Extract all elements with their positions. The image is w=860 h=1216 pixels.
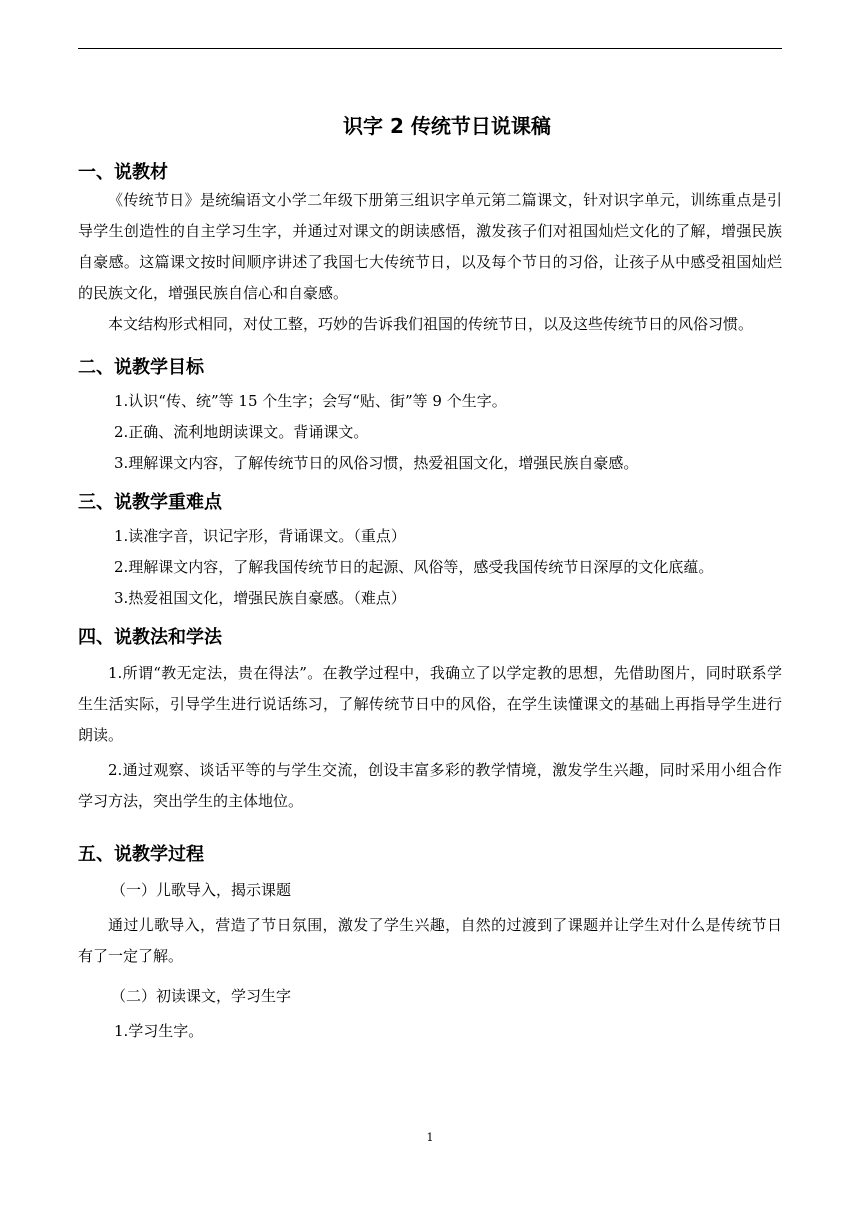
section-heading-key-points: 三、说教学重难点 [78,492,222,513]
list-item: 1.认识“传、统”等 15 个生字；会写“贴、街”等 9 个生字。 [114,392,507,410]
section-heading-methods: 四、说教法和学法 [78,627,222,648]
list-item: 2.正确、流利地朗读课文。背诵课文。 [114,423,369,441]
paragraph: 通过儿歌导入，营造了节日氛围，激发了学生兴趣，自然的过渡到了课题并让学生对什么是传统节日有了一定了解。 [78,916,782,965]
section-heading-textbook: 一、说教材 [78,162,168,183]
paragraph: 2.通过观察、谈话平等的与学生交流，创设丰富多彩的教学情境，激发学生兴趣，同时采用小组合作学习方法，突出学生的主体地位。 [78,761,782,810]
document-title: 识字 2 传统节日说课稿 [343,114,551,138]
section-heading-objectives: 二、说教学目标 [78,357,204,378]
list-item: 1.学习生字。 [114,1022,204,1040]
paragraph: 1.所谓“教无定法，贵在得法”。在教学过程中，我确立了以学定教的思想，先借助图片，同时联系学生生活实际，引导学生进行说话练习，了解传统节日中的风俗，在学生读懂课文的基础上再指导学生进行朗读。 [78,664,782,744]
list-item: 3.热爱祖国文化，增强民族自豪感。（难点） [114,589,406,607]
document-body [78,108,782,1047]
section-heading-process: 五、说教学过程 [78,844,204,865]
subheading: （二）初读课文，学习生字 [111,987,292,1005]
paragraph: 本文结构形式相同，对仗工整，巧妙的告诉我们祖国的传统节日，以及这些传统节日的风俗习惯。 [108,315,754,333]
page-number: 1 [426,1131,434,1144]
list-item: 1.读准字音，识记字形，背诵课文。（重点） [114,527,406,545]
list-item: 3.理解课文内容，了解传统节日的风俗习惯，热爱祖国文化，增强民族自豪感。 [114,454,639,472]
subheading: （一）儿歌导入，揭示课题 [111,881,292,899]
list-item: 2.理解课文内容，了解我国传统节日的起源、风俗等，感受我国传统节日深厚的文化底蕴。 [114,558,714,576]
header-rule [78,48,782,49]
paragraph: 《传统节日》是统编语文小学二年级下册第三组识字单元第二篇课文，针对识字单元，训练重点是引导学生创造性的自主学习生字，并通过对课文的朗读感悟，激发孩子们对祖国灿烂文化的了解，增强民族自豪感。这篇课文按时间顺序讲述了我国七大传统节日，以及每个节日的习俗，让孩子从中感受祖国灿烂的民族文化，增强民族自信心和自豪感。 [78,191,782,302]
